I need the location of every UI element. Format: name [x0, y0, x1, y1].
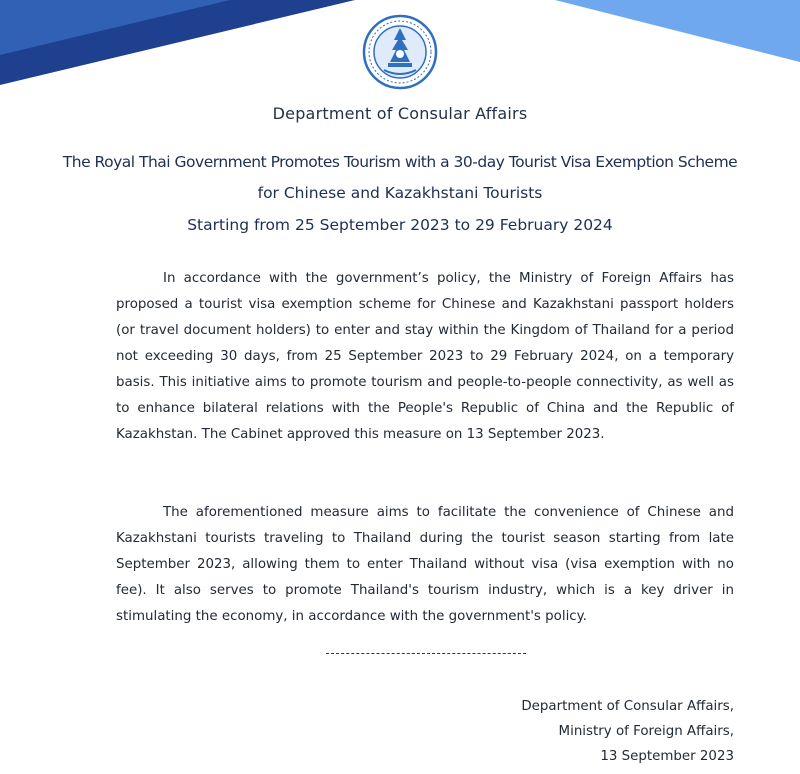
signature-department: Department of Consular Affairs,: [521, 699, 734, 714]
signature-ministry: Ministry of Foreign Affairs,: [558, 724, 734, 739]
paragraph-2-text: The aforementioned measure aims to facilitate the convenience of Chinese and Kazakhstani tourists traveling to Thailand during the tourist season starting from late September 2023, allowing them to enter Thailand without visa (visa exemption with no fee). It also serves to promote Thailand's tourism industry, which is a key driver in stimulating the economy, in accordance with the government's policy.: [116, 505, 734, 624]
title-line-1: The Royal Thai Government Promotes Tourism with a 30-day Tourist Visa Exemption Scheme: [62, 153, 738, 171]
title-date-range: Starting from 25 September 2023 to 29 February 2024: [187, 216, 613, 234]
title-line-2: for Chinese and Kazakhstani Tourists: [257, 184, 543, 202]
paragraph-1-text: In accordance with the government’s policy, the Ministry of Foreign Affairs has proposed a tourist visa exemption scheme for Chinese and Kazakhstani passport holders (or travel document holders) to enter and stay within the Kingdom of Thailand for a period not exceeding 30 days, from 25 September 2023 to 29 February 2024, on a temporary basis. This initiative aims to promote tourism and people-to-people connectivity, as well as to enhance bilateral relations with the People's Republic of China and the Republic of Kazakhstan. The Cabinet approved this measure on 13 September 2023.: [116, 271, 734, 442]
department-heading: Department of Consular Affairs: [272, 104, 528, 123]
signature-date: 13 September 2023: [600, 749, 734, 764]
body-paragraph-1: [116, 266, 734, 448]
body-paragraph-2: [116, 500, 734, 630]
right-corner-shape: [555, 0, 800, 62]
separator-line: [326, 653, 526, 654]
ministry-seal-icon: [362, 14, 438, 90]
